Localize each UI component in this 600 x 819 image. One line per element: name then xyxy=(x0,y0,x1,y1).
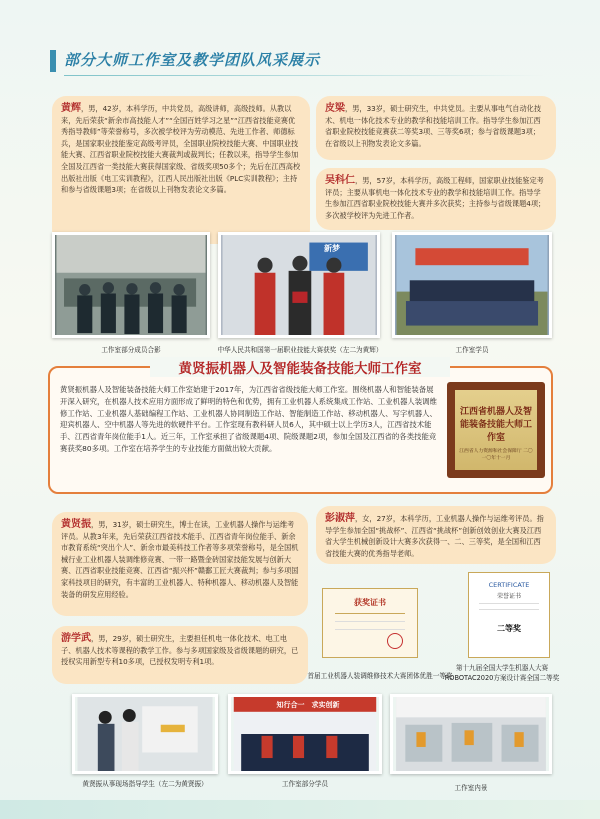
plaque-face xyxy=(455,390,537,470)
certificate-2-sub: 荣誉证书 xyxy=(496,593,521,600)
bio-name: 黄贤振 xyxy=(61,519,91,530)
bio-text: ，男，57岁，本科学历，高级工程师，国家职业技能鉴定考评员；主要从事机电一体化技术专业的教学和技能培训工作。指导学生参加江西省职业院校技能大赛并多次获奖；主持参与省级课题4项；多次被学校评为先进工作者。 xyxy=(325,176,546,220)
photo-skills-award-image xyxy=(221,235,377,335)
bio-text: ，男，33岁，硕士研究生，中共党员。主要从事电气自动化技术、机电一体化技术专业的教学和技能培训工作。指导学生参加江西省职业院校技能竞赛获二等奖3项、三等奖6项；参与省级课题3项；在省级以上刊物发表论文多篇。 xyxy=(325,104,542,148)
plaque-title: 江西省机器人及智能装备技能大师工作室 xyxy=(459,407,532,443)
plaque-subtitle: 江西省人力资源和社会保障厅 二〇一〇年十一月 xyxy=(459,449,533,461)
bio-text: ，女，27岁，本科学历，工业机器人操作与运维考评员。指导学生参加全国“挑战杯”、江西省“挑战杯”创新创效创业大赛及江西省大学生机械创新设计大赛多次获得一、二、三等奖，是全国和江西省技能大赛的优秀指导老师。 xyxy=(325,514,544,558)
photo-banner-text: 新梦 xyxy=(324,244,340,253)
caption-studio-interior: 工作室内景 xyxy=(454,784,488,792)
caption-studio-students: 工作室学员 xyxy=(455,346,489,354)
header-accent-bar xyxy=(50,50,56,72)
photo-banner-slogan: 知行合一 求实创新 xyxy=(276,701,340,709)
photo-studio-students-image xyxy=(395,235,549,335)
photo-onsite-guidance xyxy=(72,694,218,774)
bio-name: 吴科仁 xyxy=(325,175,355,186)
caption-team-members: 工作室部分成员合影 xyxy=(101,346,161,354)
bio-name: 皮梁 xyxy=(325,103,345,114)
bio-pengshuping xyxy=(316,506,556,564)
bio-name: 彭淑萍 xyxy=(325,513,355,524)
photo-studio-trainees xyxy=(228,694,382,774)
bio-huangxianzhen xyxy=(52,512,308,616)
bio-youxuewu xyxy=(52,626,308,684)
caption-certificate-2: 第十九届全国大学生机器人大赛ROBOTAC2020方案设计赛全国二等奖 xyxy=(444,664,560,682)
studio-plaque xyxy=(447,382,545,478)
bio-text: ，男，42岁，本科学历，中共党员，高级讲师，高级技师。从教以来，先后荣获“新余市高技能人才”“全国百姓学习之星”“江西省技能竞赛优秀指导教师”等荣誉称号，多次被学校评为劳动模范、先进工作者、师德标兵，是国家职业技能鉴定高级考评员，全国职业院校技能大赛、中国职业技能大赛、江西省职业院校技能大赛裁判或裁判长；任教以来，指导学生参加全国及江西省一类技能大赛获得国家级、省级奖项50多个；先后在江西高校出版社出版《电工实训教程》，江西人民出版社出版《PLC实训教程》；主持和参与省级课题3项；在省级以上刊物发表论文多篇。 xyxy=(61,104,301,195)
studio-panel-title: 黄贤振机器人及智能装备技能大师工作室 xyxy=(150,357,450,377)
page-title: 部分大师工作室及教学团队风采展示 xyxy=(64,51,321,69)
caption-studio-trainees: 工作室部分学员 xyxy=(281,780,329,788)
bio-piliang xyxy=(316,96,556,160)
bio-name: 黄辉 xyxy=(61,103,81,114)
photo-team-members xyxy=(52,232,210,338)
certificate-2-prize: 二等奖 xyxy=(497,624,521,633)
certificate-2-heading: CERTIFICATE xyxy=(488,581,530,589)
photo-skills-award xyxy=(218,232,380,338)
bio-text: ，男，31岁，硕士研究生，博士在读，工业机器人操作与运维考评员。从教3年来，先后荣获江西省技术能手、江西省青年岗位能手、新余市教育系统“突出个人”、新余市最美科技工作者等多项荣誉称号，是全国机械行业工业机器人装调维修竞赛、一带一路暨金砖国家技能发展与创新大赛、江西省职业技能竞赛、江西省“振兴杯”赣鄱工匠大赛裁判；参与多项国家科技项目的研究，有丰富的工业机器人、特种机器人、移动机器人及智能装备的研发应用经验。 xyxy=(61,520,299,599)
footer-band xyxy=(0,800,600,819)
certificate-1-heading: 获奖证书 xyxy=(354,598,386,607)
photo-onsite-guidance-image xyxy=(75,697,215,771)
bio-name: 游学武 xyxy=(61,633,91,644)
bio-text: ，男，29岁，硕士研究生，主要担任机电一体化技术、电工电子、机器人技术等课程的教学工作。参与多项国家级及省级课题的研究，已授权实用新型专利10多项，已授权发明专利1项。 xyxy=(61,634,299,667)
caption-skills-award: 中华人民共和国第一届职业技能大赛获奖（左二为黄辉） xyxy=(217,346,383,354)
photo-studio-interior-image xyxy=(393,697,549,771)
caption-certificate-1: 首届工业机器人装调维修技术大赛团体优胜一等奖 xyxy=(307,672,453,680)
certificate-1 xyxy=(322,588,418,658)
bio-wukeren xyxy=(316,168,556,230)
photo-studio-students xyxy=(392,232,552,338)
caption-onsite-guidance: 黄贤振从事现场指导学生（左二为黄贤振） xyxy=(82,780,208,788)
header-divider xyxy=(64,75,544,76)
studio-panel-text: 黄贤振机器人及智能装备技能大师工作室始建于2017年，为江西省省级技能大师工作室。围绕机器人和智能装备展开深入研究，在机器人技术应用方面形成了鲜明的特色和优势，拥有工业机器人系统集成工作站、工业机器人装调维修工作站、工业机器人基础编程工作站、工业机器人协同制造工作站、智能制造工作站、移动机器人、写字机器人、迎宾机器人、空中机器人等先进的软硬件平台。工作室现有教科研人员6人，其中硕士以上学历3人，江西省技术能手、江西省青年岗位能手1人。近三年，工作室承担了省级课题4项、院级课题2项，参加全国及江西省的各类技能竞赛获奖80多项。工作室在培养学生的专业技能方面做出较大贡献。 xyxy=(60,385,437,453)
bio-huanghui xyxy=(52,96,310,244)
certificate-2 xyxy=(468,572,550,658)
photo-team-members-image xyxy=(55,235,207,335)
photo-studio-interior xyxy=(390,694,552,774)
